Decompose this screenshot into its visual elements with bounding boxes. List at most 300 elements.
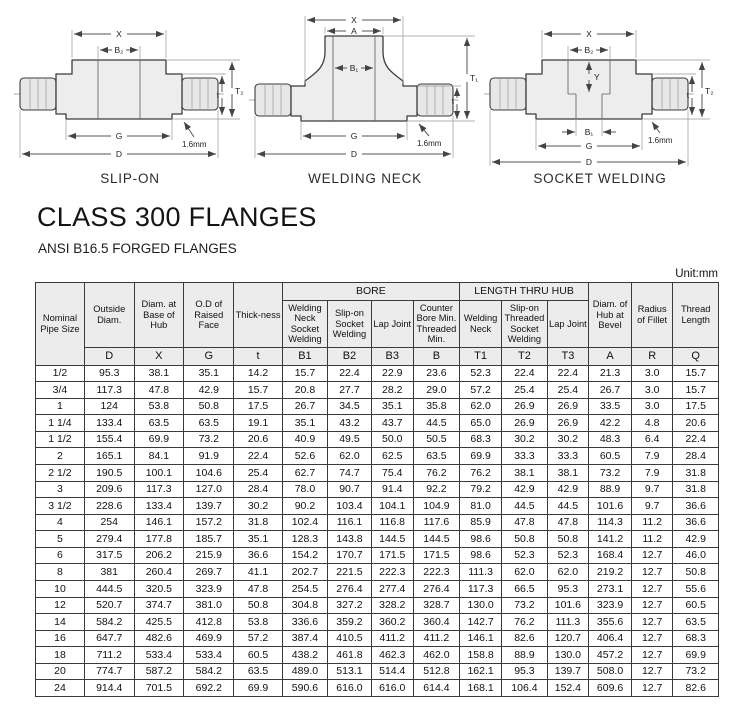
value-cell: 42.9	[547, 481, 588, 498]
table-row	[36, 663, 719, 680]
value-cell: 38.1	[547, 465, 588, 482]
unit-label: Unit:mm	[675, 268, 718, 280]
column-header: Lap Joint	[371, 301, 413, 348]
value-cell: 26.9	[547, 415, 588, 432]
value-cell: 44.5	[413, 415, 459, 432]
diagram-caption: SOCKET WELDING	[533, 171, 667, 186]
value-cell: 82.6	[502, 630, 548, 647]
column-letter: B2	[328, 347, 371, 365]
table-row	[36, 448, 719, 465]
value-cell: 461.8	[328, 647, 371, 664]
value-cell: 222.3	[413, 564, 459, 581]
size-cell: 3	[36, 481, 85, 498]
size-cell: 4	[36, 514, 85, 531]
value-cell: 168.1	[460, 680, 502, 697]
dim-label-t2: T₂	[705, 86, 714, 96]
value-cell: 42.9	[502, 481, 548, 498]
value-cell: 62.7	[282, 465, 328, 482]
value-cell: 124	[84, 398, 134, 415]
value-cell: 355.6	[589, 614, 632, 631]
value-cell: 22.4	[502, 365, 548, 382]
value-cell: 104.9	[413, 498, 459, 515]
value-cell: 12.7	[631, 663, 672, 680]
value-cell: 36.6	[234, 547, 282, 564]
value-cell: 410.5	[328, 630, 371, 647]
value-cell: 62.0	[502, 564, 548, 581]
value-cell: 52.3	[547, 547, 588, 564]
dim-label-b2: B₂	[584, 45, 594, 55]
value-cell: 85.9	[460, 514, 502, 531]
value-cell: 117.3	[134, 481, 184, 498]
value-cell: 98.6	[460, 547, 502, 564]
value-cell: 117.3	[460, 580, 502, 597]
value-cell: 74.7	[328, 465, 371, 482]
value-cell: 55.6	[673, 580, 719, 597]
table-row	[36, 382, 719, 399]
value-cell: 47.8	[134, 382, 184, 399]
dim-label-d: D	[585, 157, 593, 167]
column-letter: X	[134, 347, 184, 365]
group-header: BORE	[282, 283, 459, 301]
value-cell: 26.9	[547, 398, 588, 415]
value-cell: 91.9	[184, 448, 234, 465]
value-cell: 317.5	[84, 547, 134, 564]
value-cell: 3.0	[631, 382, 672, 399]
size-cell: 2 1/2	[36, 465, 85, 482]
value-cell: 587.2	[134, 663, 184, 680]
slip-on-drawing	[14, 10, 246, 168]
value-cell: 31.8	[673, 481, 719, 498]
value-cell: 106.4	[502, 680, 548, 697]
value-cell: 62.5	[371, 448, 413, 465]
value-cell: 17.5	[673, 398, 719, 415]
value-cell: 73.2	[184, 431, 234, 448]
value-cell: 50.8	[234, 597, 282, 614]
value-cell: 22.4	[234, 448, 282, 465]
value-cell: 14.2	[234, 365, 282, 382]
value-cell: 30.2	[502, 431, 548, 448]
value-cell: 158.8	[460, 647, 502, 664]
value-cell: 185.7	[184, 531, 234, 548]
value-cell: 38.1	[502, 465, 548, 482]
value-cell: 360.2	[371, 614, 413, 631]
column-letter: D	[84, 347, 134, 365]
value-cell: 304.8	[282, 597, 328, 614]
value-cell: 152.4	[547, 680, 588, 697]
value-cell: 62.0	[328, 448, 371, 465]
value-cell: 50.8	[184, 398, 234, 415]
size-cell: 10	[36, 580, 85, 597]
diagram-strip	[0, 0, 730, 186]
value-cell: 35.1	[234, 531, 282, 548]
value-cell: 21.3	[589, 365, 632, 382]
value-cell: 33.3	[502, 448, 548, 465]
table-row	[36, 614, 719, 631]
value-cell: 11.2	[631, 514, 672, 531]
size-cell: 3 1/2	[36, 498, 85, 515]
value-cell: 647.7	[84, 630, 134, 647]
value-cell: 146.1	[460, 630, 502, 647]
dim-label-t: t	[686, 90, 689, 100]
value-cell: 209.6	[84, 481, 134, 498]
value-cell: 616.0	[328, 680, 371, 697]
value-cell: 609.6	[589, 680, 632, 697]
value-cell: 35.8	[413, 398, 459, 415]
value-cell: 90.7	[328, 481, 371, 498]
value-cell: 520.7	[84, 597, 134, 614]
value-cell: 130.0	[547, 647, 588, 664]
dim-label-g: G	[115, 131, 123, 141]
value-cell: 26.7	[282, 398, 328, 415]
value-cell: 111.3	[547, 614, 588, 631]
size-cell: 16	[36, 630, 85, 647]
spec-table-head	[36, 283, 719, 366]
value-cell: 139.7	[184, 498, 234, 515]
dim-label-b1: B₁	[349, 63, 359, 73]
value-cell: 412.8	[184, 614, 234, 631]
value-cell: 387.4	[282, 630, 328, 647]
value-cell: 143.8	[328, 531, 371, 548]
table-row	[36, 514, 719, 531]
diagram-caption: SLIP-ON	[100, 171, 160, 186]
value-cell: 614.4	[413, 680, 459, 697]
column-header: Thread Length	[673, 283, 719, 348]
table-row	[36, 398, 719, 415]
value-cell: 20.8	[282, 382, 328, 399]
value-cell: 48.3	[589, 431, 632, 448]
value-cell: 50.5	[413, 431, 459, 448]
value-cell: 914.4	[84, 680, 134, 697]
value-cell: 168.4	[589, 547, 632, 564]
value-cell: 34.5	[328, 398, 371, 415]
value-cell: 165.1	[84, 448, 134, 465]
value-cell: 69.9	[460, 448, 502, 465]
value-cell: 15.7	[673, 382, 719, 399]
column-header: Welding Neck Socket Welding	[282, 301, 328, 348]
value-cell: 53.8	[134, 398, 184, 415]
dim-label-t2: T₂	[235, 86, 244, 96]
value-cell: 12.7	[631, 564, 672, 581]
dim-label-b2: B₂	[114, 45, 124, 55]
value-cell: 144.5	[371, 531, 413, 548]
value-cell: 31.8	[673, 465, 719, 482]
value-cell: 50.8	[547, 531, 588, 548]
value-cell: 359.2	[328, 614, 371, 631]
value-cell: 25.4	[234, 465, 282, 482]
value-cell: 49.5	[328, 431, 371, 448]
value-cell: 144.5	[413, 531, 459, 548]
value-cell: 141.2	[589, 531, 632, 548]
column-letter: B	[413, 347, 459, 365]
dim-label-a: A	[351, 26, 357, 36]
column-header: Slip-on Threaded Socket Welding	[502, 301, 548, 348]
value-cell: 444.5	[84, 580, 134, 597]
value-cell: 254	[84, 514, 134, 531]
value-cell: 12.7	[631, 597, 672, 614]
size-cell: 5	[36, 531, 85, 548]
value-cell: 7.9	[631, 465, 672, 482]
value-cell: 95.3	[547, 580, 588, 597]
value-cell: 9.7	[631, 498, 672, 515]
value-cell: 52.6	[282, 448, 328, 465]
value-cell: 692.2	[184, 680, 234, 697]
diagram-caption: WELDING NECK	[308, 171, 422, 186]
column-letter: T3	[547, 347, 588, 365]
dim-label-t1: T₁	[470, 73, 479, 83]
value-cell: 254.5	[282, 580, 328, 597]
value-cell: 50.8	[673, 564, 719, 581]
value-cell: 12.7	[631, 630, 672, 647]
value-cell: 219.2	[589, 564, 632, 581]
value-cell: 43.7	[371, 415, 413, 432]
value-cell: 52.3	[502, 547, 548, 564]
value-cell: 276.4	[328, 580, 371, 597]
value-cell: 120.7	[547, 630, 588, 647]
value-cell: 30.2	[547, 431, 588, 448]
value-cell: 584.2	[84, 614, 134, 631]
column-header: Thick-ness	[234, 283, 282, 348]
dim-label-t: t	[451, 96, 454, 106]
value-cell: 63.5	[234, 663, 282, 680]
value-cell: 12.7	[631, 614, 672, 631]
value-cell: 88.9	[502, 647, 548, 664]
value-cell: 190.5	[84, 465, 134, 482]
value-cell: 323.9	[184, 580, 234, 597]
dim-label-d: D	[350, 149, 358, 159]
value-cell: 3.0	[631, 398, 672, 415]
column-letter: A	[589, 347, 632, 365]
value-cell: 88.9	[589, 481, 632, 498]
value-cell: 35.1	[184, 365, 234, 382]
size-cell: 6	[36, 547, 85, 564]
value-cell: 28.4	[673, 448, 719, 465]
value-cell: 28.2	[371, 382, 413, 399]
size-cell: 8	[36, 564, 85, 581]
value-cell: 76.2	[460, 465, 502, 482]
value-cell: 438.2	[282, 647, 328, 664]
value-cell: 374.7	[134, 597, 184, 614]
dim-label-x: X	[351, 15, 357, 25]
value-cell: 23.6	[413, 365, 459, 382]
column-letter: T1	[460, 347, 502, 365]
value-cell: 63.5	[413, 448, 459, 465]
table-row	[36, 647, 719, 664]
value-cell: 27.7	[328, 382, 371, 399]
column-letter: R	[631, 347, 672, 365]
value-cell: 26.7	[589, 382, 632, 399]
flange-body	[56, 60, 182, 119]
value-cell: 26.9	[502, 398, 548, 415]
value-cell: 36.6	[673, 498, 719, 515]
dim-label-g: G	[350, 131, 358, 141]
value-cell: 162.1	[460, 663, 502, 680]
value-cell: 22.4	[673, 431, 719, 448]
value-cell: 111.3	[460, 564, 502, 581]
size-cell: 1	[36, 398, 85, 415]
table-row	[36, 365, 719, 382]
value-cell: 328.7	[413, 597, 459, 614]
value-cell: 91.4	[371, 481, 413, 498]
value-cell: 46.0	[673, 547, 719, 564]
value-cell: 469.9	[184, 630, 234, 647]
value-cell: 82.6	[673, 680, 719, 697]
column-letter: t	[234, 347, 282, 365]
table-row	[36, 630, 719, 647]
value-cell: 73.2	[673, 663, 719, 680]
value-cell: 117.6	[413, 514, 459, 531]
flange-body	[291, 36, 417, 121]
value-cell: 28.4	[234, 481, 282, 498]
value-cell: 42.2	[589, 415, 632, 432]
value-cell: 260.4	[134, 564, 184, 581]
group-header: LENGTH THRU HUB	[460, 283, 589, 301]
value-cell: 221.5	[328, 564, 371, 581]
value-cell: 20.6	[234, 431, 282, 448]
value-cell: 170.7	[328, 547, 371, 564]
value-cell: 73.2	[502, 597, 548, 614]
table-row	[36, 431, 719, 448]
value-cell: 360.4	[413, 614, 459, 631]
size-cell: 20	[36, 663, 85, 680]
column-header: O.D of Raised Face	[184, 283, 234, 348]
value-cell: 42.9	[673, 531, 719, 548]
value-cell: 50.8	[502, 531, 548, 548]
raised-face-note: 1.6mm	[417, 139, 442, 148]
value-cell: 533.4	[134, 647, 184, 664]
value-cell: 482.6	[134, 630, 184, 647]
value-cell: 9.7	[631, 481, 672, 498]
value-cell: 63.5	[134, 415, 184, 432]
value-cell: 12.7	[631, 547, 672, 564]
size-cell: 24	[36, 680, 85, 697]
value-cell: 514.4	[371, 663, 413, 680]
value-cell: 44.5	[502, 498, 548, 515]
value-cell: 133.4	[134, 498, 184, 515]
value-cell: 116.1	[328, 514, 371, 531]
table-row	[36, 415, 719, 432]
value-cell: 95.3	[84, 365, 134, 382]
value-cell: 276.4	[413, 580, 459, 597]
value-cell: 60.5	[234, 647, 282, 664]
value-cell: 73.2	[589, 465, 632, 482]
value-cell: 489.0	[282, 663, 328, 680]
value-cell: 62.0	[547, 564, 588, 581]
column-letter: G	[184, 347, 234, 365]
value-cell: 43.2	[328, 415, 371, 432]
value-cell: 52.3	[460, 365, 502, 382]
value-cell: 95.3	[502, 663, 548, 680]
diagram-socket-welding	[484, 10, 716, 186]
value-cell: 29.0	[413, 382, 459, 399]
value-cell: 269.7	[184, 564, 234, 581]
value-cell: 6.4	[631, 431, 672, 448]
value-cell: 406.4	[589, 630, 632, 647]
value-cell: 411.2	[371, 630, 413, 647]
value-cell: 69.9	[673, 647, 719, 664]
table-row	[36, 564, 719, 581]
value-cell: 69.9	[134, 431, 184, 448]
value-cell: 50.0	[371, 431, 413, 448]
flange-spec-table	[35, 282, 719, 697]
table-row	[36, 531, 719, 548]
value-cell: 53.8	[234, 614, 282, 631]
value-cell: 171.5	[371, 547, 413, 564]
value-cell: 508.0	[589, 663, 632, 680]
value-cell: 101.6	[547, 597, 588, 614]
value-cell: 102.4	[282, 514, 328, 531]
table-row	[36, 465, 719, 482]
value-cell: 273.1	[589, 580, 632, 597]
size-cell: 1/2	[36, 365, 85, 382]
value-cell: 76.2	[502, 614, 548, 631]
value-cell: 65.0	[460, 415, 502, 432]
diagram-slip-on	[14, 10, 246, 186]
value-cell: 84.1	[134, 448, 184, 465]
value-cell: 22.9	[371, 365, 413, 382]
table-row	[36, 498, 719, 515]
value-cell: 30.2	[234, 498, 282, 515]
value-cell: 462.3	[371, 647, 413, 664]
value-cell: 57.2	[460, 382, 502, 399]
socket-welding-drawing	[484, 10, 716, 168]
value-cell: 33.3	[547, 448, 588, 465]
value-cell: 336.6	[282, 614, 328, 631]
value-cell: 79.2	[460, 481, 502, 498]
value-cell: 457.2	[589, 647, 632, 664]
value-cell: 381	[84, 564, 134, 581]
value-cell: 155.4	[84, 431, 134, 448]
value-cell: 104.6	[184, 465, 234, 482]
value-cell: 533.4	[184, 647, 234, 664]
dim-label-d: D	[115, 149, 123, 159]
value-cell: 41.1	[234, 564, 282, 581]
value-cell: 202.7	[282, 564, 328, 581]
value-cell: 100.1	[134, 465, 184, 482]
table-row	[36, 547, 719, 564]
value-cell: 47.8	[547, 514, 588, 531]
table-row	[36, 597, 719, 614]
value-cell: 38.1	[134, 365, 184, 382]
size-cell: 3/4	[36, 382, 85, 399]
value-cell: 513.1	[328, 663, 371, 680]
value-cell: 57.2	[234, 630, 282, 647]
value-cell: 63.5	[184, 415, 234, 432]
value-cell: 33.5	[589, 398, 632, 415]
value-cell: 711.2	[84, 647, 134, 664]
value-cell: 114.3	[589, 514, 632, 531]
value-cell: 323.9	[589, 597, 632, 614]
value-cell: 116.8	[371, 514, 413, 531]
dim-label-g: G	[585, 141, 593, 151]
value-cell: 76.2	[413, 465, 459, 482]
column-header: Lap Joint	[547, 301, 588, 348]
value-cell: 12.7	[631, 647, 672, 664]
welding-neck-drawing	[249, 10, 481, 168]
value-cell: 42.9	[184, 382, 234, 399]
value-cell: 19.1	[234, 415, 282, 432]
value-cell: 4.8	[631, 415, 672, 432]
value-cell: 35.1	[371, 398, 413, 415]
column-header: Welding Neck	[460, 301, 502, 348]
raised-face-note: 1.6mm	[182, 140, 207, 149]
value-cell: 701.5	[134, 680, 184, 697]
value-cell: 12.7	[631, 680, 672, 697]
value-cell: 78.0	[282, 481, 328, 498]
dim-label-x: X	[116, 29, 122, 39]
column-header: Radius of Fillet	[631, 283, 672, 348]
value-cell: 47.8	[234, 580, 282, 597]
size-cell: 14	[36, 614, 85, 631]
